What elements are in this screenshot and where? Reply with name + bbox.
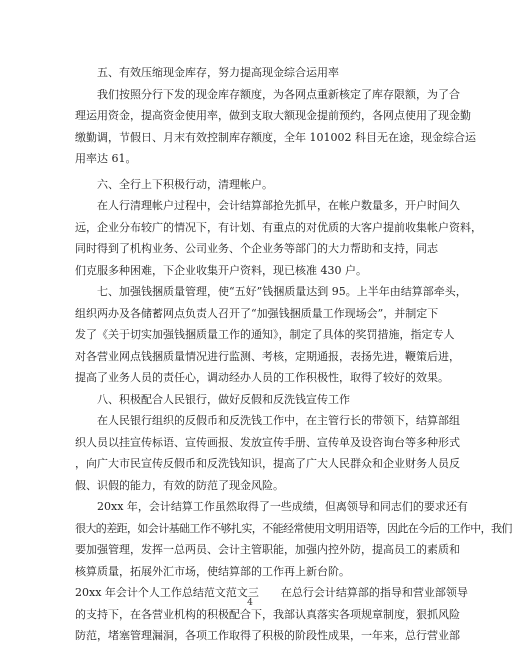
paragraph-line: 理运用资金，提高资金使用率，做到支取大额现金提前预约，各网点使用了现金勤 <box>75 109 471 122</box>
paragraph-line: 在人行清理帐户过程中，会计结算部抢先抓早，在帐户数量多，开户时间久 <box>97 199 460 212</box>
paragraph-line: 同时得到了机构业务、公司业务、个企业务等部门的大力帮助和支持，同志 <box>75 242 438 255</box>
paragraph-line: 组织两办及各储蓄网点负责人召开了“加强钱捆质量工作现场会”，并制定下 <box>75 306 439 320</box>
paragraph-line: 用率达 61。 <box>75 152 137 165</box>
document-body <box>75 62 512 647</box>
paragraph-line: 防范，堵塞管理漏洞，各项工作取得了积极的阶段性成果，一年来，总行营业部 <box>75 629 460 642</box>
section-heading-5: 五、有效压缩现金库存，努力提高现金综合运用率 <box>97 66 339 79</box>
paragraph-line: 发了《关于切实加强钱捆质量工作的通知》，制定了具体的奖罚措施，指定专人 <box>75 328 455 341</box>
paragraph-line: 在人民银行组织的反假币和反洗钱工作中，在主管行长的带领下，结算部组 <box>97 414 460 427</box>
paragraph-line: 们克服多种困难，下企业收集开户资料，现已核准 430 户。 <box>75 263 367 277</box>
paragraph-line: 假、识假的能力，有效的防范了现金风险。 <box>75 478 284 492</box>
page-number: 4 <box>247 598 253 608</box>
paragraph-line: 远，企业分布较广的情况下，有计划、有重点的对优质的大客户提前收集帐户资料， <box>75 220 482 234</box>
paragraph-line: ，向广大市民宣传反假币和反洗钱知识，提高了广大人民群众和企业财务人员反 <box>75 457 460 470</box>
paragraph-line: 织人员以挂宣传标语、宣传画报、发放宣传手册、宣传单及设咨询台等多种形式 <box>75 435 460 449</box>
paragraph-line: 20xx 年会计个人工作总结范文范文三 在总行会计结算部的指导和营业部领导 <box>75 586 468 599</box>
paragraph-line: 我们按照分行下发的现金库存额度，为各网点重新核定了库存限额，为了合 <box>97 87 460 101</box>
paragraph-line: 20xx 年，会计结算工作虽然取得了一些成绩，但离领导和同志们的要求还有 <box>97 500 468 513</box>
paragraph-line: 的支持下，在各营业机构的积极配合下，我部认真落实各项规章制度，狠抓风险 <box>75 607 460 621</box>
paragraph-line: 核算质量，拓展外汇市场，使结算部的工作再上新台阶。 <box>75 564 350 578</box>
paragraph-line: 要加强管理，发挥一总两员、会计主管职能，加强内控外防，提高员工的素质和 <box>75 543 460 556</box>
paragraph-line: 很大的差距，如会计基础工作不够扎实，不能经常使用文明用语等，因此在今后的工作中，我们 <box>75 521 512 535</box>
paragraph-line: 提高了业务人员的责任心，调动经办人员的工作积极性，取得了较好的效果。 <box>75 371 449 384</box>
section-heading-6: 六、全行上下积极行动，清理帐户。 <box>97 177 273 191</box>
section-heading-7: 七、加强钱捆质量管理，使“五好”钱捆质量达到 95。上半年由结算部牵头， <box>97 285 467 298</box>
paragraph-line: 缴勤调，节假日、月末有效控制库存额度，全年 101002 科目无在途，现金综合运 <box>75 130 476 144</box>
section-heading-8: 八、积极配合人民银行，做好反假和反洗钱宣传工作 <box>97 392 350 406</box>
paragraph-line: 对各营业网点钱捆质量情况进行监测、考核，定期通报，表扬先进，鞭策后进， <box>75 349 460 363</box>
